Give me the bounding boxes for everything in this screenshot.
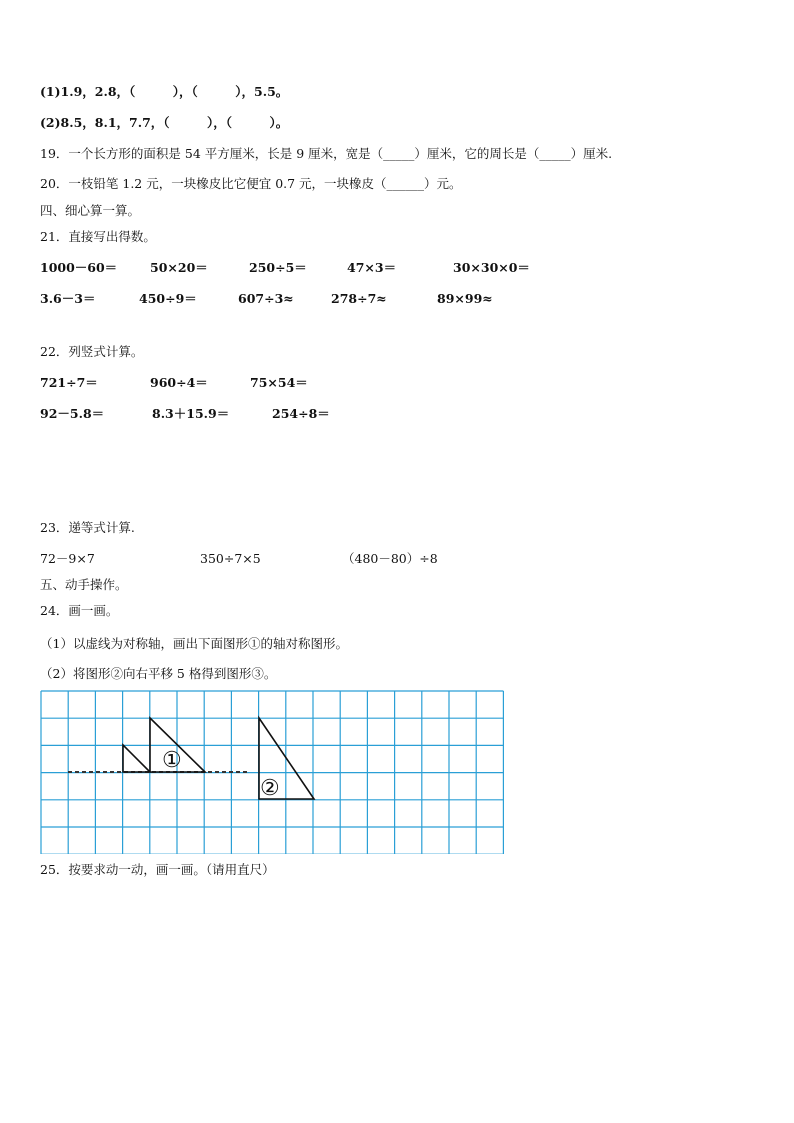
q21-item-7: 450÷9＝ <box>139 291 197 306</box>
q21-item-8: 607÷3≈ <box>238 291 294 306</box>
question-24-title: 24．画一画。 <box>40 603 119 618</box>
q23-item-2: 350÷7×5 <box>200 551 261 566</box>
section-4-heading: 四、细心算一算。 <box>40 203 141 218</box>
shape-1-label: ① <box>162 748 182 773</box>
q21-item-10: 89×99≈ <box>437 291 493 306</box>
q21-item-6: 3.6－3＝ <box>40 291 96 306</box>
q22-item-1: 721÷7＝ <box>40 375 98 390</box>
q21-item-2: 50×20＝ <box>150 260 208 275</box>
q22-item-4: 92－5.8＝ <box>40 406 105 421</box>
question-20: 20．一枝铅笔 1.2 元，一块橡皮比它便宜 0.7 元，一块橡皮（______）元。 <box>40 176 462 191</box>
shape-1-small-triangle <box>123 745 150 772</box>
q21-item-9: 278÷7≈ <box>331 291 387 306</box>
q21-item-5: 30×30×0＝ <box>453 260 530 275</box>
q24-part2: （2）将图形②向右平移 5 格得到图形③。 <box>40 666 277 681</box>
question-19: 19．一个长方形的面积是 54 平方厘米，长是 9 厘米，宽是（_____）厘米，它的周长是（_____）厘米. <box>40 146 613 161</box>
q21-item-1: 1000－60＝ <box>40 260 118 275</box>
q18-part1: (1)1.9，2.8，（ ），（ ），5.5。 <box>40 84 289 99</box>
grid-figure <box>40 690 506 854</box>
q23-item-1: 72－9×7 <box>40 551 95 566</box>
q22-item-2: 960÷4＝ <box>150 375 208 390</box>
q23-item-3: （480－80）÷8 <box>342 551 438 566</box>
q18-part2: (2)8.5，8.1，7.7，（ ），（ ）。 <box>40 115 289 130</box>
q22-item-3: 75×54＝ <box>250 375 308 390</box>
question-22-title: 22．列竖式计算。 <box>40 344 144 359</box>
question-21-title: 21．直接写出得数。 <box>40 229 156 244</box>
q22-item-5: 8.3＋15.9＝ <box>152 406 230 421</box>
q24-part1: （1）以虚线为对称轴，画出下面图形①的轴对称图形。 <box>40 636 348 651</box>
question-25: 25．按要求动一动，画一画。（请用直尺） <box>40 862 275 877</box>
q22-item-6: 254÷8＝ <box>272 406 330 421</box>
question-23-title: 23．递等式计算. <box>40 520 135 535</box>
shape-2-label: ② <box>260 776 280 801</box>
section-5-heading: 五、动手操作。 <box>40 577 128 592</box>
q21-item-3: 250÷5＝ <box>249 260 307 275</box>
q21-item-4: 47×3＝ <box>347 260 397 275</box>
